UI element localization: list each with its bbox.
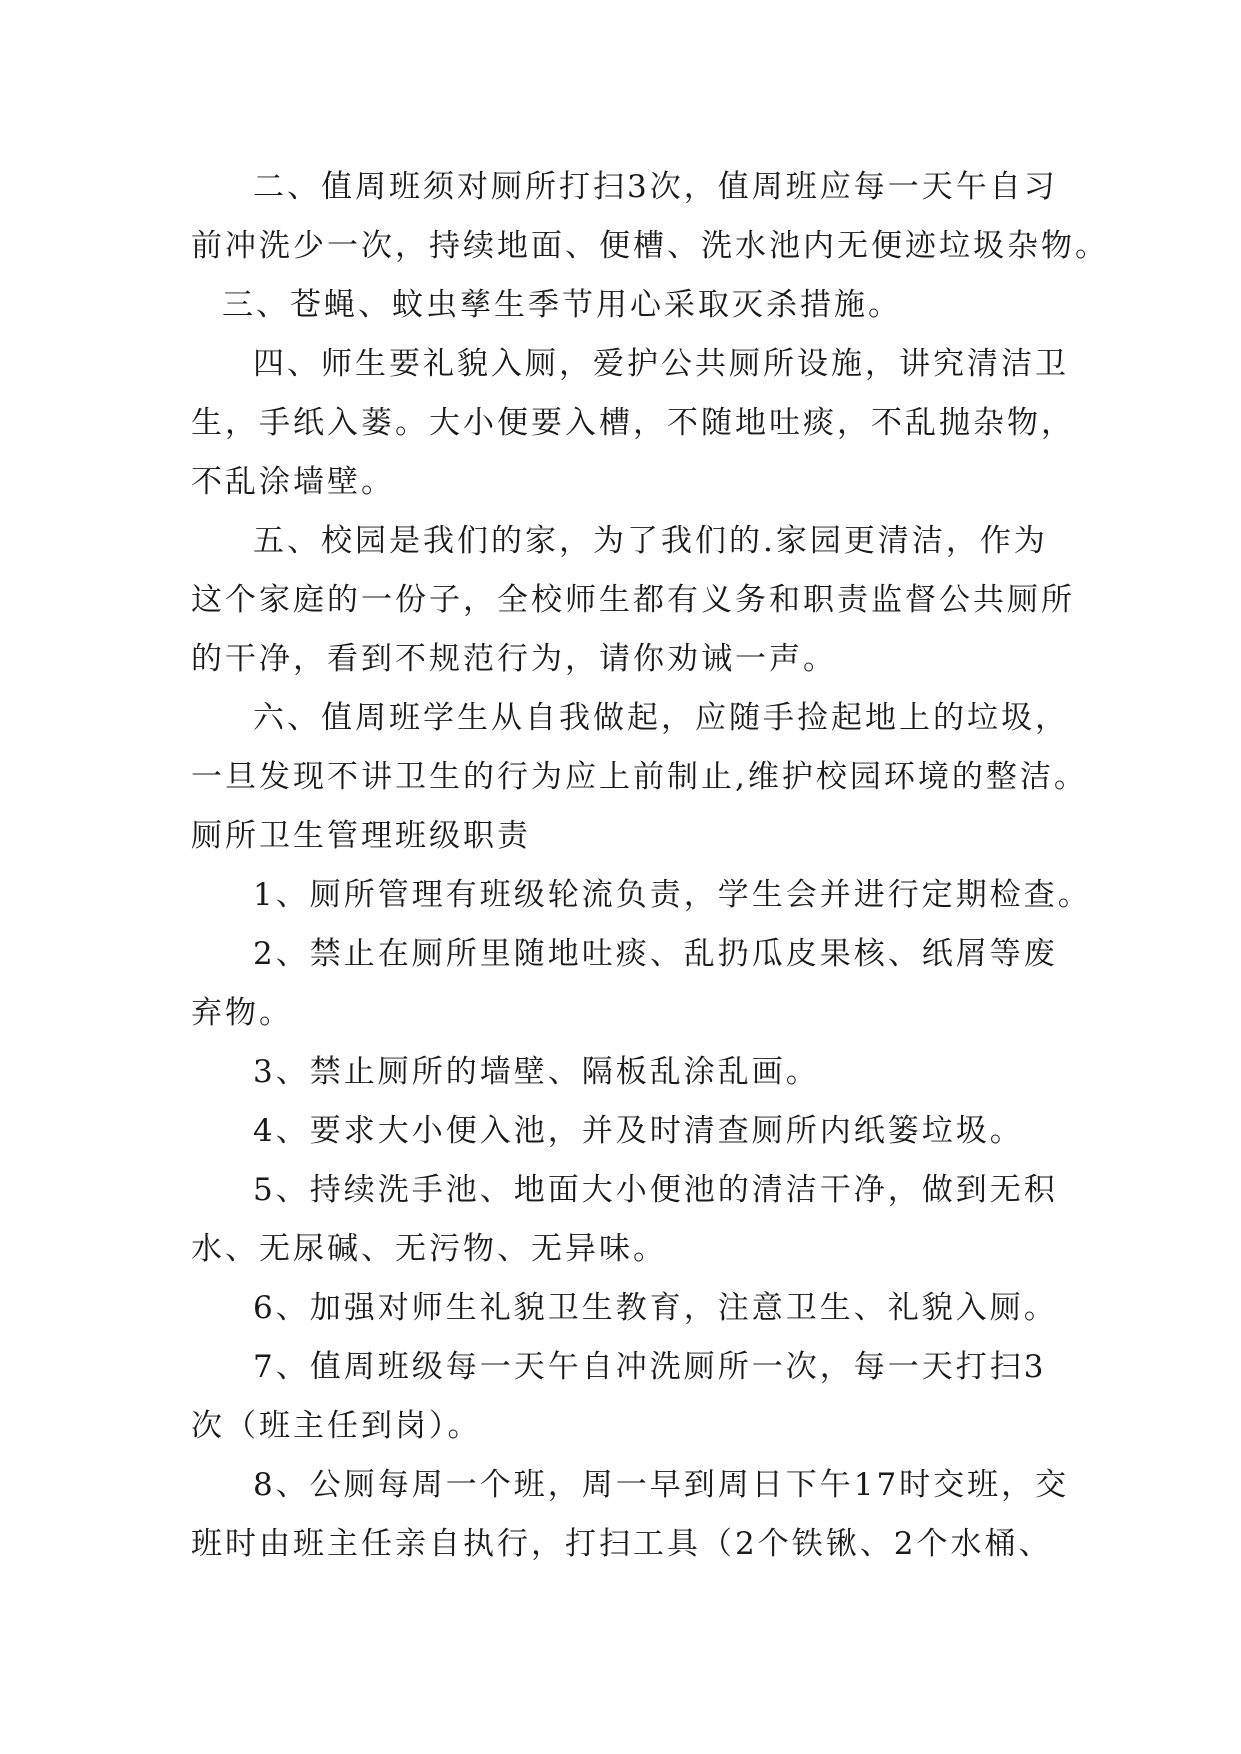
text-line: 前冲洗少一次，持续地面、便槽、洗水池内无便迹垃圾杂物。	[191, 228, 1109, 264]
text-line: 5、持续洗手池、地面大小便池的清洁干净，做到无积	[253, 1172, 1058, 1208]
text-line: 生，手纸入蒌。大小便要入槽，不随地吐痰，不乱抛杂物，	[191, 405, 1075, 441]
text-line: 六、值周班学生从自我做起，应随手捡起地上的垃圾，	[253, 700, 1069, 736]
text-line: 1、厕所管理有班级轮流负责，学生会并进行定期检查。	[253, 877, 1092, 913]
text-line: 弃物。	[191, 995, 293, 1031]
document-body	[191, 158, 1109, 1574]
text-line: 2、禁止在厕所里随地吐痰、乱扔瓜皮果核、纸屑等废	[253, 936, 1058, 972]
text-line: 厕所卫生管理班级职责	[191, 818, 531, 854]
text-line: 6、加强对师生礼貌卫生教育，注意卫生、礼貌入厕。	[253, 1290, 1058, 1326]
text-line: 的干净，看到不规范行为，请你劝诫一声。	[191, 641, 837, 677]
text-line: 7、值周班级每一天午自冲洗厕所一次，每一天打扫3	[253, 1349, 1047, 1385]
text-line: 班时由班主任亲自执行，打扫工具（2个铁锹、2个水桶、	[191, 1526, 1053, 1562]
text-line: 一旦发现不讲卫生的行为应上前制止,维护校园环境的整洁。	[191, 759, 1088, 795]
text-line: 8、公厕每周一个班，周一早到周日下午17时交班，交	[253, 1467, 1070, 1503]
text-line: 三、苍蝇、蚊虫孳生季节用心采取灭杀措施。	[222, 287, 902, 323]
text-line: 这个家庭的一份子，全校师生都有义务和职责监督公共厕所	[191, 582, 1075, 618]
text-line: 不乱涂墙壁。	[191, 464, 395, 500]
text-line: 3、禁止厕所的墙壁、隔板乱涂乱画。	[253, 1054, 820, 1090]
text-line: 4、要求大小便入池，并及时清查厕所内纸篓垃圾。	[253, 1113, 1024, 1149]
text-line: 二、值周班须对厕所打扫3次，值周班应每一天午自习	[253, 169, 1058, 205]
text-line: 次（班主任到岗）。	[191, 1408, 482, 1444]
text-line: 五、校园是我们的家，为了我们的.家园更清洁，作为	[253, 523, 1048, 559]
text-line: 水、无尿碱、无污物、无异味。	[191, 1231, 667, 1267]
text-line: 四、师生要礼貌入厕，爱护公共厕所设施，讲究清洁卫	[253, 346, 1069, 382]
